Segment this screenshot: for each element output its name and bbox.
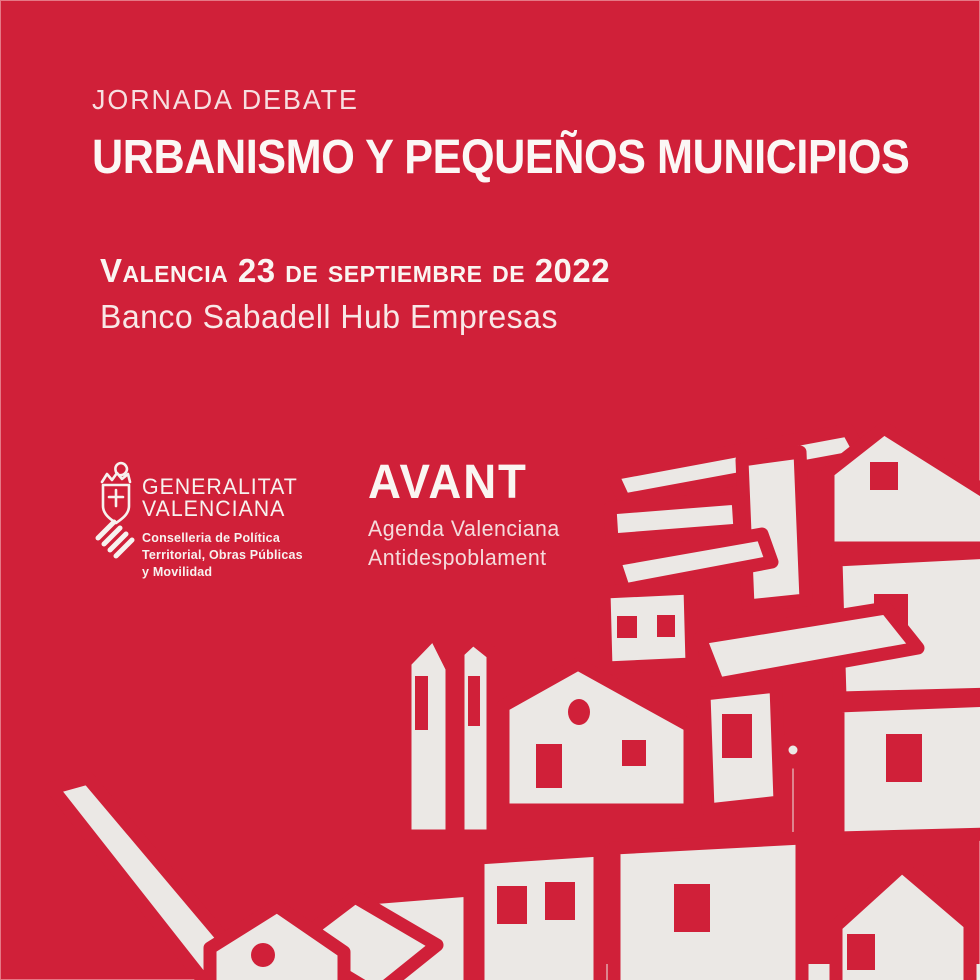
avant-logo xyxy=(368,458,566,572)
church-tower xyxy=(405,632,452,836)
window xyxy=(617,616,637,638)
conselleria-line1: Conselleria de Política xyxy=(142,531,280,545)
event-kicker: JORNADA DEBATE xyxy=(92,84,359,115)
avant-wordmark: AVANT xyxy=(368,456,528,509)
generalitat-name-line1: GENERALITAT xyxy=(142,474,298,499)
window xyxy=(415,676,428,730)
house xyxy=(478,850,600,980)
event-title: URBANISMO Y PEQUEÑOS MUNICIPIOS xyxy=(92,131,910,184)
tower xyxy=(742,452,806,606)
house xyxy=(614,838,802,980)
generalitat-name-line2: VALENCIANA xyxy=(142,496,286,521)
event-venue: Banco Sabadell Hub Empresas xyxy=(100,298,558,335)
conselleria-line2: Territorial, Obras Públicas xyxy=(142,548,303,562)
house xyxy=(604,588,692,668)
window xyxy=(722,714,752,758)
house xyxy=(370,890,470,980)
roof-slab xyxy=(612,430,862,500)
crest-bars xyxy=(98,522,132,556)
window xyxy=(497,886,527,924)
window xyxy=(536,744,562,788)
event-date: Valencia 23 de septiembre de 2022 xyxy=(100,252,611,289)
roof-slab xyxy=(293,897,437,980)
window xyxy=(886,734,922,782)
roof-slab xyxy=(614,534,772,590)
generalitat-crest-icon xyxy=(92,458,140,562)
lamp-post xyxy=(782,739,804,761)
window xyxy=(545,882,575,920)
generalitat-logo xyxy=(142,476,303,581)
ground-strip xyxy=(340,964,980,980)
avant-subtitle-line1: Agenda Valenciana xyxy=(368,516,560,541)
window xyxy=(674,884,710,932)
roof-slab xyxy=(700,608,918,684)
church-tower xyxy=(458,638,493,836)
gabled-house xyxy=(836,866,970,980)
roof-bar xyxy=(610,498,740,540)
window xyxy=(874,594,908,640)
window xyxy=(468,676,480,726)
crest-crown xyxy=(102,473,130,482)
gabled-house xyxy=(210,906,344,980)
window xyxy=(622,740,646,766)
window xyxy=(657,615,675,637)
crest-cross xyxy=(109,490,123,506)
house xyxy=(838,700,980,838)
round-window xyxy=(251,943,275,967)
road xyxy=(52,778,250,980)
round-window xyxy=(568,699,590,725)
house xyxy=(704,686,780,810)
avant-subtitle-line2: Antidespoblament xyxy=(368,545,547,570)
peak-house xyxy=(828,428,980,548)
conselleria-line3: y Movilidad xyxy=(142,565,213,579)
lamp-post xyxy=(786,762,800,848)
gabled-house xyxy=(503,664,690,810)
house xyxy=(836,552,980,698)
window xyxy=(870,462,898,490)
window xyxy=(847,934,875,970)
